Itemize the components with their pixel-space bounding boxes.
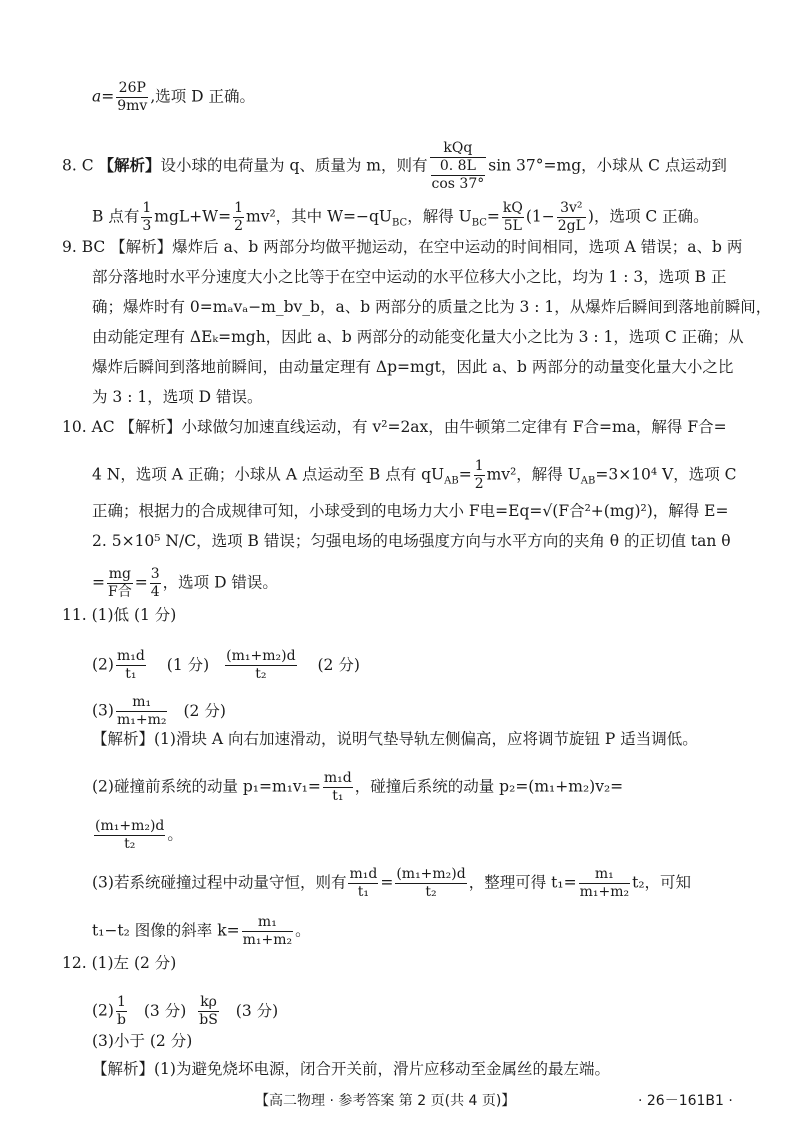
answer-9-line-2: 部分落地时水平分速度大小之比等于在空中运动的水平位移大小之比，均为 1 : 3，选项 B 正 xyxy=(92,268,727,286)
fraction: $\frac{3}{4}$ xyxy=(150,566,160,600)
text: sin 37°=mg，小球从 C 点运动到 xyxy=(488,156,727,175)
fraction: kQq $\frac{0. 8L}{\cos 37^\circ}$ xyxy=(431,140,485,192)
answer-10-line-1: 10. AC 【解析】小球做匀加速直线运动，有 v²=2ax，由牛顿第二定律有 F合=ma，解得 F合= xyxy=(62,418,727,436)
analysis-11-line-2: (2)碰撞前系统的动量 p₁=m₁v₁= $\frac{\text{m₁d}}{\text{t₁}}$ ，碰撞后系统的动量 p₂=(m₁+m₂)v₂= xyxy=(92,770,624,804)
fraction: $\frac{\text{m₁}}{\text{m₁+m₂}}$ xyxy=(579,866,630,900)
line-answer-7-end xyxy=(92,80,255,115)
fraction: $\frac{\text{(m₁+m₂)d}}{\text{t₂}}$ xyxy=(226,648,296,682)
page-footer: 【高二物理 · 参考答案 第 2 页(共 4 页)】 xyxy=(255,1093,516,1109)
fraction: $\frac{\text{(m₁+m₂)d}}{\text{t₂}}$ xyxy=(95,818,165,852)
answer-8-line-2: B 点有 $\frac{1}{3}$ mgL+W= $\frac{1}{2}$ mv²，其中 $W=-qU_{BC}$，解得 $U_{BC}=$ $\frac{kQ}{5L}$ (1− $\frac{\text{3v²}}{2gL}$ )，选项 C 正确。 xyxy=(92,200,709,234)
analysis-11-line-5: t₁−t₂ 图像的斜率 k= $\frac{\text{m₁}}{\text{m₁+m₂}}$ 。 xyxy=(92,914,311,948)
answer-10-line-2: 4 N，选项 A 正确；小球从 A 点运动至 B 点有 $qU_{AB}=$ $\frac{1}{2}$ mv²，解得 $U_{AB}=3\times 10^4$ V，选项 C xyxy=(92,458,737,492)
analysis-11-line-3: $\frac{\text{(m₁+m₂)d}}{\text{t₂}}$ 。 xyxy=(95,818,183,852)
fraction: $\frac{1}{2}$ xyxy=(474,458,484,492)
fraction: mg F合 xyxy=(108,566,132,600)
fraction: $\frac{kQ}{5L}$ xyxy=(502,200,523,234)
text: ,选项 D 正确。 xyxy=(150,87,256,106)
analysis-11-line-1: 【解析】(1)滑块 A 向右加速滑动，说明气垫导轨左侧偏高，应将调节旋钮 P 适当调低。 xyxy=(92,730,698,748)
answer-8-line-1 xyxy=(62,140,727,193)
fraction: $\frac{k\rho}{bS}$ xyxy=(199,994,218,1028)
answer-9-line-3: 确；爆炸时有 0=mₐvₐ−m_bv_b，a、b 两部分的质量之比为 3 : 1，从爆炸后瞬间到落地前瞬间， xyxy=(92,298,772,316)
page-code: · 26－161B1 · xyxy=(638,1093,733,1109)
fraction: $\frac{\text{(m₁+m₂)d}}{\text{t₂}}$ xyxy=(396,866,466,900)
answer-9-line-1: 9. BC 【解析】爆炸后 a、b 两部分均做平抛运动，在空中运动的时间相同，选项 A 错误；a、b 两 xyxy=(62,238,743,256)
answer-10-line-4: 2. 5×10⁵ N/C，选项 B 错误；匀强电场的电场强度方向与水平方向的夹角 θ 的正切值 tan θ xyxy=(92,532,731,550)
answer-9-line-4: 由动能定理有 ΔEₖ=mgh，因此 a、b 两部分的动能变化量大小之比为 3 : 1，选项 C 正确；从 xyxy=(92,328,744,346)
fraction: $\frac{\text{3v²}}{2gL}$ xyxy=(557,200,585,234)
question-number: 8. C xyxy=(62,156,94,175)
fraction: $\frac{\text{m₁}}{\text{m₁+m₂}}$ xyxy=(242,914,293,948)
answer-12-line-2: (2) $\frac{1}{b}$ (3 分) $\frac{k\rho}{bS}$ (3 分) xyxy=(92,994,279,1028)
fraction: $\frac{1}{2}$ xyxy=(234,200,243,234)
fraction: $\frac{1}{b}$ xyxy=(116,994,126,1028)
answer-11-line-3: (3) $\frac{\text{m₁}}{\text{m₁+m₂}}$ (2 分) xyxy=(92,694,226,728)
fraction: $\frac{\text{m₁d}}{\text{t₁}}$ xyxy=(116,648,145,682)
fraction: $\frac{1}{3}$ xyxy=(142,200,152,234)
answer-11-line-2: (2) $\frac{\text{m₁d}}{\text{t₁}}$ (1 分) $\frac{\text{(m₁+m₂)d}}{\text{t₂}}$ (2 分) xyxy=(92,648,360,682)
answer-11-line-1: 11. (1)低 (1 分) xyxy=(62,606,177,624)
analysis-tag: 【解析】 xyxy=(98,156,161,175)
answer-12-line-3: (3)小于 (2 分) xyxy=(92,1032,193,1050)
fraction: $\frac{\text{m₁d}}{\text{t₁}}$ xyxy=(323,770,352,804)
fraction: $\frac{\text{m₁d}}{\text{t₁}}$ xyxy=(349,866,378,900)
fraction: $\frac{\text{m₁}}{\text{m₁+m₂}}$ xyxy=(116,694,167,728)
answer-9-line-6: 为 3 : 1，选项 D 错误。 xyxy=(92,388,263,406)
answer-10-line-5: = mg F合 = $\frac{3}{4}$ ，选项 D 错误。 xyxy=(92,566,278,600)
answer-9-line-5: 爆炸后瞬间到落地前瞬间，由动量定理有 Δp=mgt，因此 a、b 两部分的动量变化量大小之比 xyxy=(92,358,734,376)
answer-10-line-3: 正确；根据力的合成规律可知，小球受到的电场力大小 F电=Eq=√(F合²+(mg)²)，解得 E= xyxy=(92,502,729,520)
text: a= xyxy=(92,87,115,106)
answer-12-line-1: 12. (1)左 (2 分) xyxy=(62,954,177,972)
analysis-11-line-4: (3)若系统碰撞过程中动量守恒，则有 $\frac{\text{m₁d}}{\text{t₁}}$ = $\frac{\text{(m₁+m₂)d}}{\text{t₂}}$ ，整理可得 t₁= $\frac{\text{m₁}}{\text{m₁+m₂}}$ t₂，可知 xyxy=(92,866,692,900)
text: 设小球的电荷量为 q、质量为 m，则有 xyxy=(160,156,428,175)
analysis-12-line-1: 【解析】(1)为避免烧坏电源，闭合开关前，滑片应移动至金属丝的最左端。 xyxy=(92,1060,610,1078)
fraction: $\frac{26P}{9mv}$ xyxy=(117,80,148,114)
